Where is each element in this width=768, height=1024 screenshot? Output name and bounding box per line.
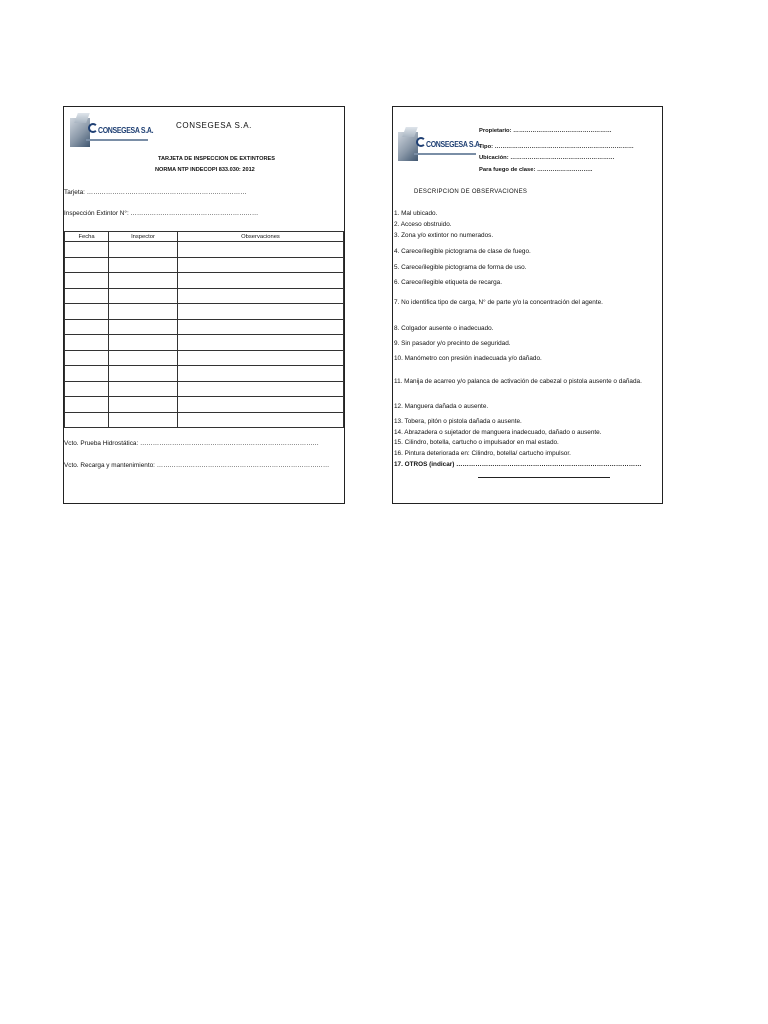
inspector-cell bbox=[109, 366, 178, 382]
table-row bbox=[65, 319, 344, 335]
table-row bbox=[65, 412, 344, 428]
inspector-cell bbox=[109, 304, 178, 320]
fecha-cell bbox=[65, 273, 109, 289]
header-observaciones: Observaciones bbox=[178, 232, 344, 242]
fecha-cell bbox=[65, 242, 109, 258]
fecha-cell bbox=[65, 257, 109, 273]
vcto-recarga-field: Vcto. Recarga y mantenimiento: ……………………………………………………………………… bbox=[64, 462, 330, 469]
table-row bbox=[65, 397, 344, 413]
tipo-field: Tipo: ……………………………………………………………… bbox=[479, 144, 634, 150]
fecha-cell bbox=[65, 412, 109, 428]
fecha-cell bbox=[65, 381, 109, 397]
vcto-prueba-field: Vcto. Prueba Hidrostática: ………………………………………………………………………… bbox=[64, 440, 319, 447]
obs-item: 1. Mal ubicado. bbox=[394, 210, 438, 217]
observaciones-cell bbox=[178, 350, 344, 366]
fecha-cell bbox=[65, 397, 109, 413]
table-row bbox=[65, 350, 344, 366]
header-fecha: Fecha bbox=[65, 232, 109, 242]
inspector-cell bbox=[109, 288, 178, 304]
observaciones-cell bbox=[178, 397, 344, 413]
fecha-cell bbox=[65, 350, 109, 366]
obs-item: 9. Sin pasador y/o precinto de seguridad. bbox=[394, 340, 511, 347]
inspector-cell bbox=[109, 397, 178, 413]
obs-item: 16. Pintura deteriorada en: Cilindro, botella/ cartucho impulsor. bbox=[394, 450, 571, 457]
company-name: CONSEGESA S.A. bbox=[176, 121, 252, 130]
table-row bbox=[65, 257, 344, 273]
obs-item: 8. Colgador ausente o inadecuado. bbox=[394, 325, 494, 332]
signature-line bbox=[478, 477, 610, 478]
table-header-row bbox=[65, 232, 344, 242]
observations-heading: DESCRIPCION DE OBSERVACIONES bbox=[414, 189, 528, 195]
header-inspector: Inspector bbox=[109, 232, 178, 242]
fuego-clase-field: Para fuego de clase: ……………………….. bbox=[479, 167, 593, 173]
observaciones-cell bbox=[178, 412, 344, 428]
inspector-cell bbox=[109, 257, 178, 273]
observaciones-cell bbox=[178, 304, 344, 320]
inspector-cell bbox=[109, 273, 178, 289]
company-logo bbox=[398, 127, 482, 161]
table-row bbox=[65, 366, 344, 382]
table-row bbox=[65, 273, 344, 289]
observaciones-cell bbox=[178, 288, 344, 304]
obs-item: 10. Manómetro con presión inadecuada y/o dañado. bbox=[394, 355, 542, 362]
obs-item: 14. Abrazadera o sujetador de manguera inadecuado, dañado o ausente. bbox=[394, 429, 602, 436]
table-row bbox=[65, 381, 344, 397]
inspection-table bbox=[64, 231, 344, 428]
obs-item: 4. Carece/ilegible pictograma de clase de fuego. bbox=[394, 248, 531, 255]
inspection-card-front bbox=[63, 106, 345, 504]
observaciones-cell bbox=[178, 319, 344, 335]
fecha-cell bbox=[65, 366, 109, 382]
logo-text: CONSEGESA S.A. bbox=[98, 125, 154, 135]
inspection-card-back bbox=[392, 106, 663, 504]
observaciones-cell bbox=[178, 257, 344, 273]
obs-item: 15. Cilindro, botella, cartucho o impulsador en mal estado. bbox=[394, 439, 559, 446]
obs-item: 7. No identifica tipo de carga, N° de parte y/o la concentración del agente. bbox=[394, 299, 603, 306]
obs-item: 11. Manija de acarreo y/o palanca de activación de cabezal o pistola ausente o dañada. bbox=[394, 378, 642, 385]
fecha-cell bbox=[65, 319, 109, 335]
ubicacion-field: Ubicación: ……………………………………………… bbox=[479, 155, 615, 161]
company-logo bbox=[70, 113, 154, 147]
table-row bbox=[65, 304, 344, 320]
tarjeta-field: Tarjeta: ………………………………………………………………… bbox=[64, 189, 247, 196]
table-row bbox=[65, 335, 344, 351]
inspeccion-field: Inspección Extintor N°: …………………………………………………… bbox=[64, 210, 259, 217]
observaciones-cell bbox=[178, 273, 344, 289]
logo-text: CONSEGESA S.A. bbox=[426, 139, 482, 149]
inspector-cell bbox=[109, 319, 178, 335]
obs-item: 5. Carece/ilegible pictograma de forma de uso. bbox=[394, 264, 527, 271]
table-row bbox=[65, 288, 344, 304]
card-standard: NORMA NTP INDECOPI 833.030: 2012 bbox=[155, 167, 255, 173]
obs-item-otros: 17. OTROS (indicar) …………………………………………………………………………… bbox=[394, 461, 642, 468]
inspector-cell bbox=[109, 242, 178, 258]
inspector-cell bbox=[109, 350, 178, 366]
card-title: TARJETA DE INSPECCION DE EXTINTORES bbox=[158, 156, 275, 162]
fecha-cell bbox=[65, 335, 109, 351]
propietario-field: Propietario: …………………………………………… bbox=[479, 128, 612, 134]
inspector-cell bbox=[109, 335, 178, 351]
observaciones-cell bbox=[178, 381, 344, 397]
fecha-cell bbox=[65, 288, 109, 304]
observaciones-cell bbox=[178, 335, 344, 351]
obs-item: 13. Tobera, pitón o pistola dañada o ausente. bbox=[394, 418, 522, 425]
fecha-cell bbox=[65, 304, 109, 320]
inspector-cell bbox=[109, 412, 178, 428]
inspector-cell bbox=[109, 381, 178, 397]
obs-item: 6. Carece/ilegible etiqueta de recarga. bbox=[394, 279, 502, 286]
obs-item: 2. Acceso obstruido. bbox=[394, 221, 452, 228]
obs-item: 12. Manguera dañada o ausente. bbox=[394, 403, 489, 410]
obs-item: 3. Zona y/o extintor no numerados. bbox=[394, 232, 494, 239]
table-row bbox=[65, 242, 344, 258]
observaciones-cell bbox=[178, 242, 344, 258]
observaciones-cell bbox=[178, 366, 344, 382]
